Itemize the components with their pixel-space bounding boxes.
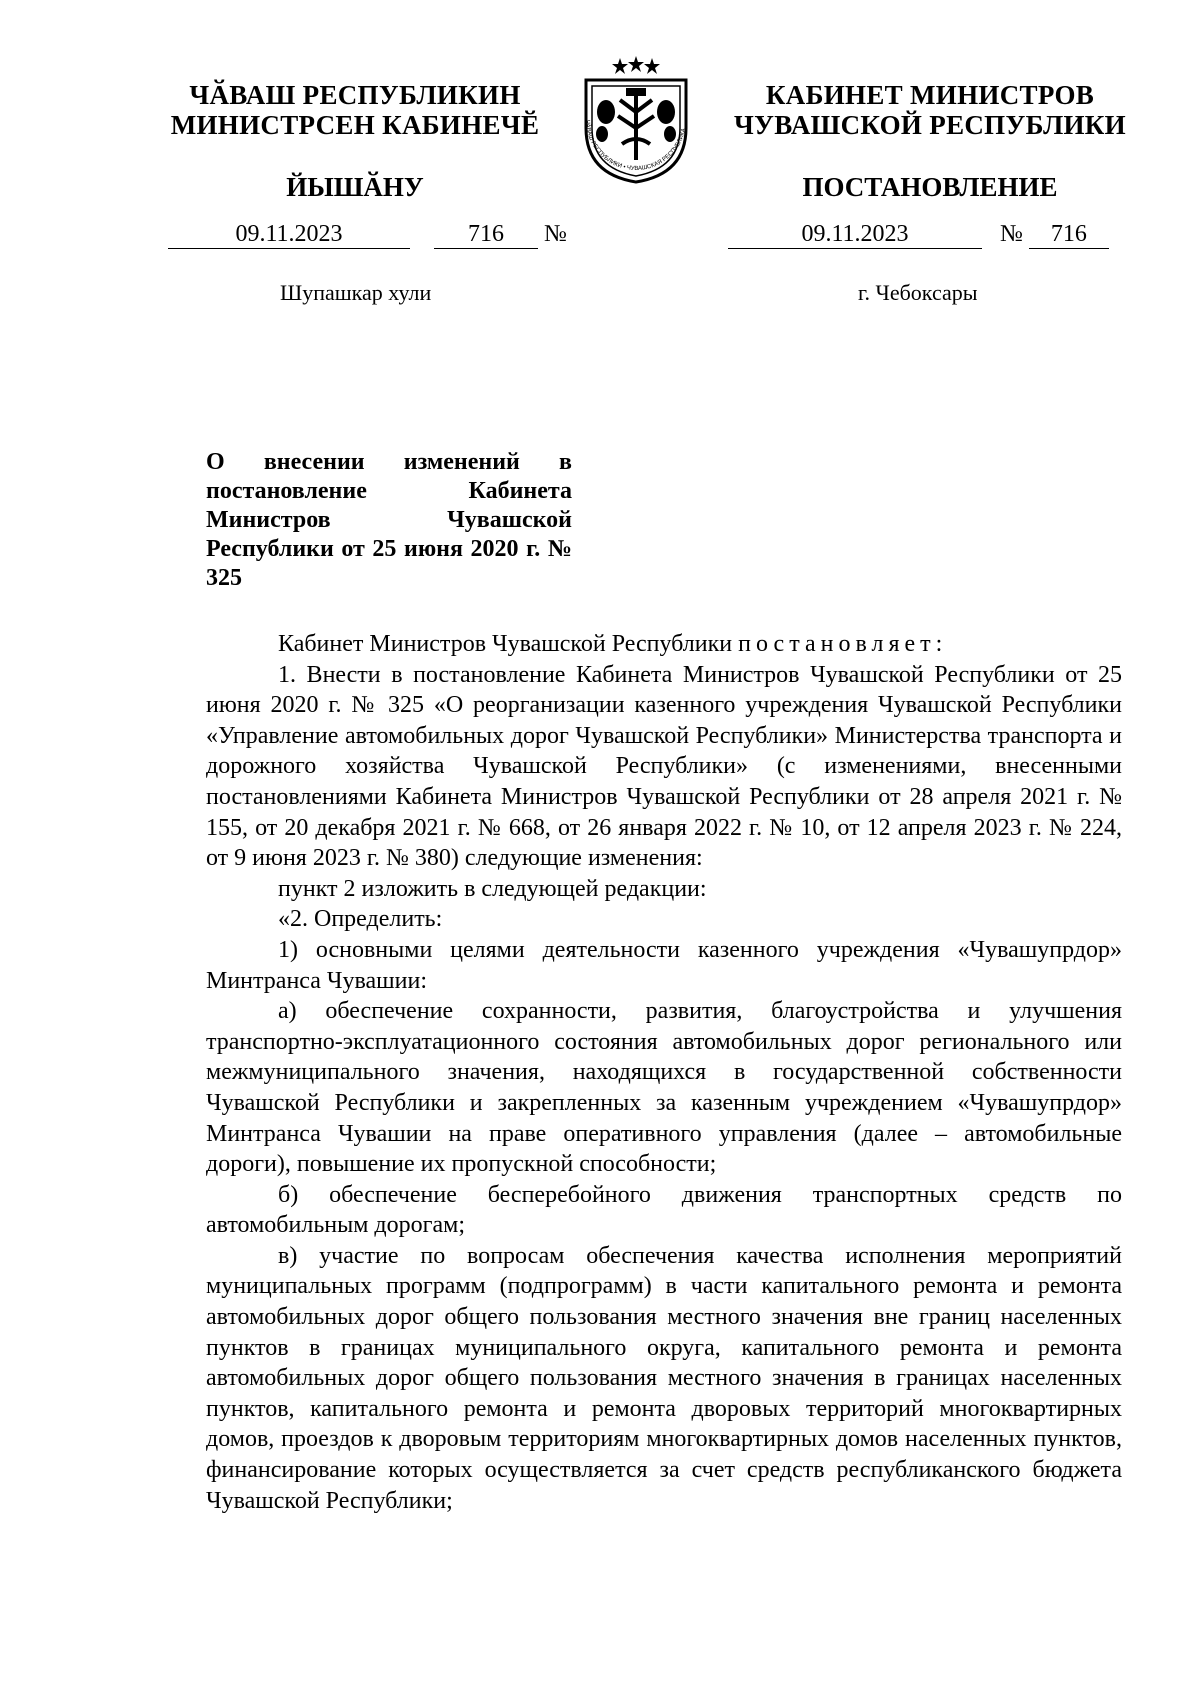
city-right: г. Чебоксары — [858, 280, 978, 305]
header-right-line1: КАБИНЕТ МИНИСТРОВ — [765, 80, 1095, 110]
number-sign-left: № — [544, 221, 567, 247]
header-left-block — [160, 80, 550, 203]
document-subject: О внесении изменений в постановление Кабинета Министров Чувашской Республики от 25 июня 2020 г. № 325 — [206, 449, 572, 591]
header-left-line2: МИНИСТРСЕН КАБИНЕЧӖ — [170, 110, 540, 140]
header-left-doc-type: ЙЫШӐНУ — [286, 172, 424, 202]
body-paragraph: б) обеспечение бесперебойного движения транспортных средств по автомобильным дорогам; — [206, 1181, 1122, 1239]
body-intro — [206, 629, 1122, 660]
registration-date-right: 09.11.2023 — [728, 220, 982, 249]
registration-left — [168, 220, 567, 249]
intro-action: постановляет: — [738, 631, 948, 657]
body-paragraph: а) обеспечение сохранности, развития, благоустройства и улучшения транспортно-эксплуатационного состояния автомобильных дорог регионального или межмуниципального значения, находящихся в государственной собственности Чувашской Республики и закрепленных за казенным учреждением «Чувашупрдор» Минтранса Чувашии на праве оперативного управления (далее – автомобильные дороги), повышение их пропускной способности; — [206, 998, 1122, 1178]
registration-number-right: 716 — [1029, 220, 1109, 249]
chuvash-emblem-icon — [572, 56, 700, 184]
emblem-ring-text: ЧӐВАШ РЕСПУБЛИКИ • ЧУВАШСКАЯ РЕСПУБЛИКА — [583, 119, 688, 173]
intro-text: Кабинет Министров Чувашской Республики — [278, 631, 733, 657]
registration-date-left: 09.11.2023 — [168, 220, 410, 249]
body-paragraph: 1. Внести в постановление Кабинета Министров Чувашской Республики от 25 июня 2020 г. № 325 «О реорганизации казенного учреждения Чувашской Республики «Управление автомобильных дорог Чувашской Республики» Министерства транспорта и дорожного хозяйства Чувашской Республики» (с изменениями, внесенными постановлениями Кабинета Министров Чувашской Республики от 28 апреля 2021 г. № 155, от 20 декабря 2021 г. № 668, от 26 января 2022 г. № 10, от 12 апреля 2023 г. № 224, от 9 июня 2023 г. № 380) следующие изменения: — [206, 661, 1122, 872]
header-right-doc-type: ПОСТАНОВЛЕНИЕ — [802, 172, 1058, 202]
body-paragraph: «2. Определить: — [278, 906, 443, 933]
number-sign-right: № — [1000, 221, 1023, 247]
city-left: Шупашкар хули — [280, 280, 432, 305]
registration-number-left: 716 — [434, 220, 538, 249]
header-right-line2: ЧУВАШСКОЙ РЕСПУБЛИКИ — [734, 110, 1126, 140]
header-right-block — [720, 80, 1140, 203]
body-paragraph: в) участие по вопросам обеспечения качества исполнения мероприятий муниципальных программ (подпрограмм) в части капитального ремонта и ремонта автомобильных дорог общего пользования местного значения вне границ населенных пунктов в границах муниципального округа, капитального ремонта и ремонта автомобильных дорог общего пользования местного значения в границах населенных пунктов, капитального ремонта и ремонта дворовых территорий многоквартирных домов, проездов к дворовым территориям многоквартирных домов населенных пунктов, финансирование которых осуществляется за счет средств республиканского бюджета Чувашской Республики; — [206, 1242, 1122, 1514]
body-paragraph: 1) основными целями деятельности казенного учреждения «Чувашупрдор» Минтранса Чувашии: — [206, 936, 1122, 994]
document-body — [206, 629, 1122, 1516]
registration-right — [728, 220, 1109, 249]
body-paragraph: пункт 2 изложить в следующей редакции: — [278, 875, 707, 902]
header-left-line1: ЧӐВАШ РЕСПУБЛИКИН — [189, 80, 521, 110]
